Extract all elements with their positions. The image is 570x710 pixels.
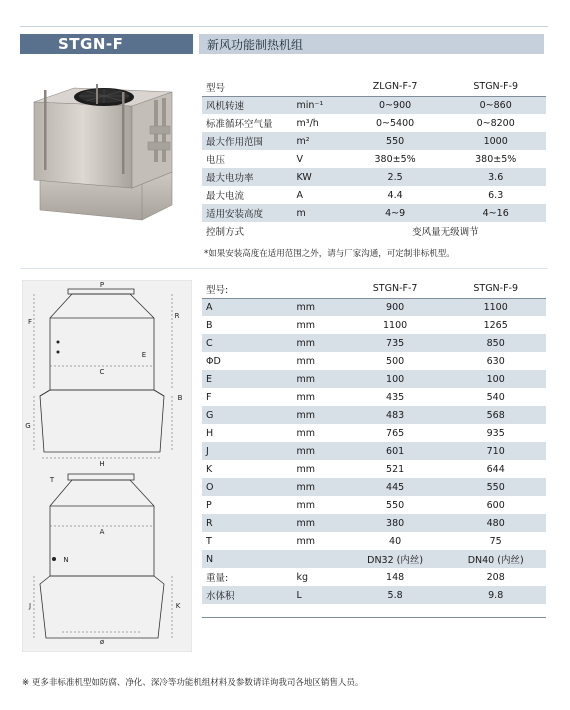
row-label: H <box>206 427 214 439</box>
dim-label-n: N <box>63 556 69 564</box>
dim-label-b: B <box>177 394 183 402</box>
row-value-1: 0~900 <box>345 96 446 114</box>
row-value-2: 1100 <box>445 298 546 316</box>
row-unit: mm <box>293 478 345 496</box>
row-value-2: 630 <box>486 355 505 367</box>
row-value-1: 40 <box>389 535 402 547</box>
row-label: K <box>206 463 213 475</box>
table-row <box>202 298 546 316</box>
control-value: 变风量无级调节 <box>412 227 479 238</box>
row-value-2: 935 <box>486 427 505 439</box>
table-row <box>202 478 546 496</box>
row-value-2: 75 <box>489 535 502 547</box>
row-label: 标准循环空气量 <box>206 119 273 130</box>
row-value-1: 100 <box>345 370 446 388</box>
row-unit: mm <box>293 406 345 424</box>
row-unit: min⁻¹ <box>293 96 345 114</box>
row-value-1: DN32 (内丝) <box>345 550 446 568</box>
row-unit: mm <box>296 319 316 331</box>
row-unit <box>293 550 345 568</box>
table-bottom-rule <box>202 617 546 618</box>
row-value-1: 900 <box>345 298 446 316</box>
table-row <box>202 586 546 604</box>
row-value-2: 480 <box>445 514 546 532</box>
row-value-1: 601 <box>345 442 446 460</box>
row-value-2: 1265 <box>483 319 508 331</box>
row-unit: m² <box>293 132 345 150</box>
table-row <box>202 114 546 132</box>
row-value-2: 600 <box>486 499 505 511</box>
row-unit: KW <box>293 168 345 186</box>
table-row <box>202 96 546 114</box>
row-label: F <box>206 391 212 403</box>
row-value-2: 3.6 <box>445 168 546 186</box>
install-height-note: *如果安装高度在适用范围之外，请与厂家沟通，可定制非标机型。 <box>204 249 455 259</box>
table-row-empty <box>202 604 546 622</box>
table-row <box>202 388 546 406</box>
row-label: 水体积 <box>202 586 293 604</box>
row-unit: L <box>293 586 345 604</box>
row-value-2: 380±5% <box>475 153 517 165</box>
row-unit: mm <box>296 463 316 475</box>
control-label: 控制方式 <box>206 227 245 238</box>
row-value-2: 0~860 <box>445 96 546 114</box>
row-label: C <box>202 334 293 352</box>
dim-label-o: ø <box>99 638 105 646</box>
row-label: J <box>202 442 293 460</box>
row-value-2: 850 <box>445 334 546 352</box>
table-row <box>202 424 546 442</box>
table-row <box>202 496 546 514</box>
table-row <box>202 204 546 222</box>
row-value-2: 540 <box>486 391 505 403</box>
row-label: T <box>206 535 212 547</box>
row-label: 最大电流 <box>206 191 245 202</box>
row-unit: mm <box>296 499 316 511</box>
top-divider <box>20 26 548 27</box>
row-value-1: 765 <box>386 427 405 439</box>
table-row <box>202 460 546 478</box>
row-unit: mm <box>296 391 316 403</box>
spec-table-header <box>202 78 546 96</box>
row-value-1: 0~5400 <box>376 117 415 129</box>
table-row <box>202 334 546 352</box>
row-value-2: 0~8200 <box>476 117 515 129</box>
row-label: P <box>206 499 212 511</box>
dim-label-a: A <box>99 528 105 536</box>
row-unit: mm <box>293 298 345 316</box>
row-value-1: 380 <box>345 514 446 532</box>
dim-label-f: F <box>27 318 33 326</box>
dim-label-k: K <box>175 602 181 610</box>
row-label: ΦD <box>206 355 221 367</box>
model-tag-text: STGN-F <box>58 35 124 53</box>
row-unit: mm <box>296 535 316 547</box>
row-unit: V <box>296 153 304 165</box>
header-unit <box>293 78 345 96</box>
row-value-2: 6.3 <box>488 189 504 201</box>
row-unit: m³/h <box>296 117 319 129</box>
footer-note: ※ 更多非标准机型如防腐、净化、深冷等功能机组材料及参数请详询我司各地区销售人员。 <box>22 678 364 688</box>
table-row <box>202 406 546 424</box>
table-row <box>202 550 546 568</box>
table-row <box>202 186 546 204</box>
row-unit: mm <box>293 334 345 352</box>
row-label: 最大电功率 <box>202 168 293 186</box>
row-label: O <box>202 478 293 496</box>
section-divider <box>20 268 548 269</box>
dim-label-c: C <box>99 368 105 376</box>
table-row <box>202 316 546 334</box>
row-unit: kg <box>296 571 309 583</box>
dim-label-g: G <box>25 422 31 430</box>
row-value-1: 500 <box>386 355 405 367</box>
product-photo <box>22 80 192 230</box>
header-model-2: STGN-F-9 <box>445 280 546 298</box>
title-bar <box>199 34 544 54</box>
row-label: R <box>202 514 293 532</box>
page-title: 新风功能制热机组 <box>207 38 304 52</box>
row-value-1: 483 <box>345 406 446 424</box>
dimension-drawing <box>22 280 192 652</box>
model-tag <box>20 34 193 54</box>
row-value-1: 380±5% <box>374 153 416 165</box>
row-label: B <box>206 319 213 331</box>
row-value-2: 208 <box>486 571 505 583</box>
dim-label-t: T <box>49 476 55 484</box>
header-unit <box>293 280 345 298</box>
row-unit: mm <box>293 370 345 388</box>
row-unit: mm <box>296 355 316 367</box>
row-label: N <box>202 550 293 568</box>
row-value-1: 735 <box>345 334 446 352</box>
table-row <box>202 132 546 150</box>
row-unit: mm <box>293 514 345 532</box>
row-value-2: 568 <box>445 406 546 424</box>
header-model: 型号 <box>202 78 293 96</box>
dim-label-j: J <box>28 602 32 610</box>
row-value-1: 435 <box>386 391 405 403</box>
dim-label-p: P <box>99 281 105 289</box>
row-label: 电压 <box>206 155 226 166</box>
row-value-1: 4~9 <box>345 204 446 222</box>
table-row <box>202 442 546 460</box>
row-value-1: 2.5 <box>345 168 446 186</box>
header-model-1: STGN-F-7 <box>345 280 446 298</box>
dimension-table <box>202 280 546 622</box>
row-unit: A <box>296 189 304 201</box>
table-row <box>202 532 546 550</box>
row-value-2: DN40 (内丝) <box>445 550 546 568</box>
table-row <box>202 514 546 532</box>
dim-label-r: R <box>174 312 180 320</box>
row-label: 适用安装高度 <box>202 204 293 222</box>
row-value-1: 550 <box>386 499 405 511</box>
row-unit: mm <box>293 442 345 460</box>
dim-label-h: H <box>99 460 105 468</box>
row-value-1: 521 <box>386 463 405 475</box>
row-value-2: 644 <box>486 463 505 475</box>
table-row-control <box>202 222 546 240</box>
row-label: 重量: <box>206 573 229 584</box>
table-row <box>202 352 546 370</box>
row-value-2: 100 <box>445 370 546 388</box>
row-label: 风机转速 <box>202 96 293 114</box>
row-label: 最大作用范围 <box>202 132 293 150</box>
row-value-1: 4.4 <box>387 189 403 201</box>
row-value-1: 445 <box>345 478 446 496</box>
row-value-2: 4~16 <box>445 204 546 222</box>
spec-table <box>202 78 546 240</box>
row-value-2: 710 <box>445 442 546 460</box>
row-label: G <box>202 406 293 424</box>
table-row <box>202 568 546 586</box>
row-value-2: 1000 <box>445 132 546 150</box>
table-row <box>202 370 546 388</box>
row-value-2: 550 <box>445 478 546 496</box>
row-value-1: 1100 <box>383 319 408 331</box>
header-model-1: ZLGN-F-7 <box>345 78 446 96</box>
row-unit: mm <box>296 427 316 439</box>
row-value-1: 5.8 <box>345 586 446 604</box>
row-value-2: 9.8 <box>445 586 546 604</box>
row-label: E <box>202 370 293 388</box>
table-row <box>202 168 546 186</box>
dim-table-header <box>202 280 546 298</box>
table-row <box>202 150 546 168</box>
row-unit: m <box>293 204 345 222</box>
row-value-1: 550 <box>345 132 446 150</box>
header-model: 型号: <box>202 280 293 298</box>
header-model-2: STGN-F-9 <box>445 78 546 96</box>
row-label: A <box>202 298 293 316</box>
dim-label-e: E <box>141 351 147 359</box>
row-value-1: 148 <box>386 571 405 583</box>
